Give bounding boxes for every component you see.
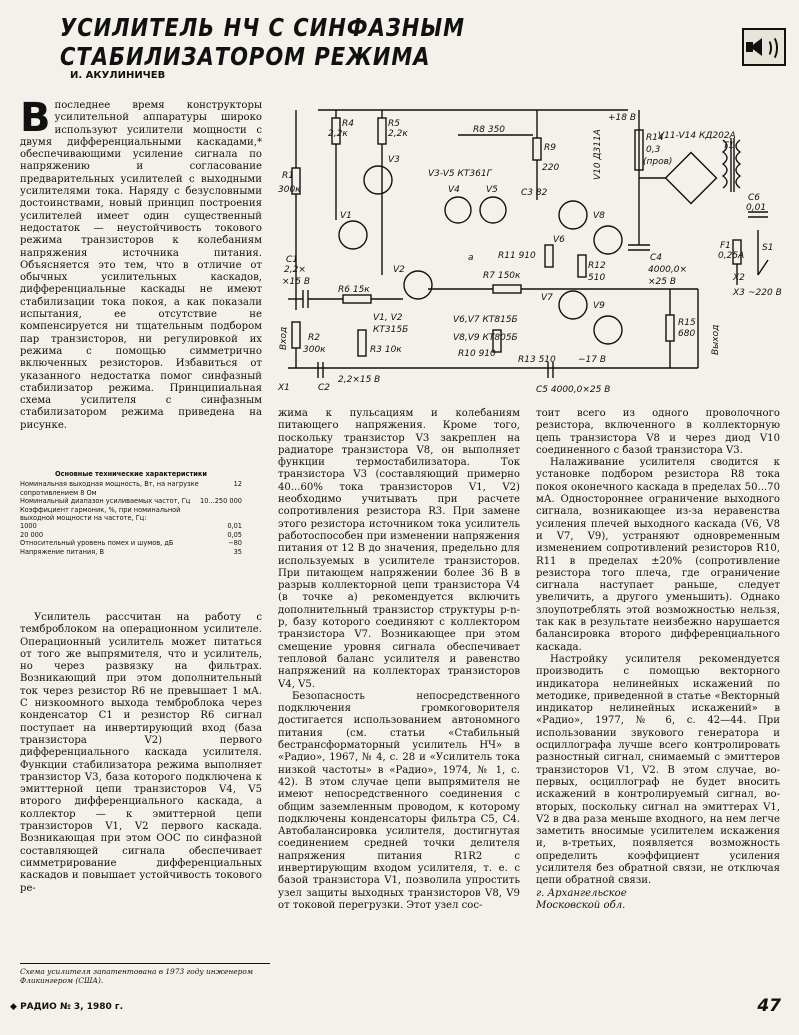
label-v5: V5 [486, 185, 498, 195]
circuit-schematic [278, 100, 788, 400]
specs-value: 0,01 [227, 522, 242, 531]
footer-text: РАДИО № 3, 1980 г. [20, 1002, 124, 1012]
page-number: 47 [757, 996, 781, 1016]
label-x1: X1 [278, 383, 290, 393]
label-c2: C2 [318, 383, 331, 393]
label-c2v: 2,2×15 В [338, 375, 381, 385]
paragraph: жима к пульсациям и колебаниям питающего напряжения. Кроме того, поскольку транзистор V3 закреплен на радиаторе транзистора V8, он выполняет функции термостабилизатора. Ток транзистора V3 (составляющий примерно 40...60% тока транзисторов V1, V2) необходимо учитывать при расчете сопротивления резистора R3. При замене этого резистора источником тока усилитель работоспособен при изменении напряжения питания от 12 В до значения, предельно для используемых в усилителе транзисторов. При питающем напряжении более 36 В в разрыв коллекторной цепи транзистора V4 (в точке а) рекомендуется включить дополнительный транзистор структуры p-n-p, базу которого соединяют с коллектором транзистора V7. Возникающее при этом смещение уровня сигнала обеспечивает тепловой баланс усилителя и равенство напряжений на коллекторах транзисторов V4, V5. [278, 408, 520, 690]
label-vhod: Вход [279, 326, 289, 350]
specs-value: −80 [228, 539, 242, 548]
label-v8: V8 [593, 211, 605, 221]
label-r2: R2 [308, 333, 320, 343]
label-minus17: −17 В [578, 355, 607, 365]
label-c6v: 0,01 [746, 203, 767, 213]
label-c1: C1 [286, 255, 299, 265]
label-v10: V10 Д311А [593, 129, 603, 180]
label-r13: R13 510 [518, 355, 556, 365]
label-r12v: 510 [588, 273, 606, 283]
drop-cap: В [20, 95, 51, 141]
label-v89: V8,V9 КТ805Б [453, 333, 518, 343]
specs-row [20, 480, 242, 497]
label-c5: C5 4000,0×25 В [536, 385, 611, 395]
label-x3: X3 [733, 288, 745, 298]
column-3 [536, 408, 780, 912]
specs-label: 1000 [20, 522, 37, 531]
label-v12t: КТ315Б [373, 325, 409, 335]
specs-value: 0,05 [227, 530, 242, 539]
label-r7: R7 150к [483, 271, 521, 281]
specs-row [20, 539, 242, 547]
label-r14n: (пров) [643, 157, 673, 167]
label-c3: C3 82 [521, 188, 548, 198]
label-c4v: 4000,0× [648, 265, 688, 275]
label-v220: ~220 В [748, 288, 782, 298]
label-r10: R10 910 [458, 349, 496, 359]
col1-body-text: Усилитель рассчитан на работу с темброблоком на операционном усилителе. Операционный усилитель может питаться от того же выпрямителя, что и усилитель, но через развязку на фильтрах. Возникающий при этом дополнительный ток через резистор R6 не превышает 1 мА. С низкоомного выхода темброблока через конденсатор C1 и резистор R6 сигнал поступает на инвертирующий вход (база транзистора V2) первого дифференциального каскада усилителя. Функции стабилизатора режима выполняет транзистор V3, база которого подключена к эмиттерной цепи транзисторов V4, V5 второго дифференциального каскада, а коллектор — к эмиттерной цепи транзисторов V1, V2 первого каскада. Возникающая при этом ООС по синфазной составляющей сигнала обеспечивает симметрирование дифференциальных каскадов и повышает устойчивость токового ре- [20, 612, 262, 894]
author-name: И. АКУЛИНИЧЕВ [70, 70, 166, 81]
label-v6: V6 [553, 235, 565, 245]
specs-label: Коэффициент гармоник, %, при номинальной выходной мощности на частоте, Гц: [20, 505, 181, 523]
label-r9: R9 [544, 143, 556, 153]
specs-label: Относительный уровень помех и шумов, дБ [20, 539, 174, 548]
column-2 [278, 408, 520, 912]
specs-row [20, 531, 242, 539]
label-v1: V1 [340, 211, 352, 221]
label-a: a [468, 253, 474, 263]
column-1-intro [20, 95, 262, 432]
specs-label: Напряжение питания, В [20, 547, 104, 556]
column-1-body [20, 612, 262, 895]
label-r15v: 680 [678, 329, 696, 339]
specs-row [20, 548, 242, 556]
specs-value: 12 [233, 480, 242, 489]
label-r4: R4 [342, 119, 354, 129]
label-r1: R1 [282, 171, 294, 181]
specs-table [20, 470, 242, 556]
label-r14v: 0,3 [646, 145, 661, 155]
label-r15: R15 [678, 318, 696, 328]
label-c4: C4 [650, 253, 663, 263]
label-r9v: 220 [542, 163, 560, 173]
label-r5: R5 [388, 119, 400, 129]
label-c6: C6 [748, 193, 761, 203]
specs-value: 10...250 000 [200, 497, 242, 506]
label-v67: V6,V7 КТ815Б [453, 315, 518, 325]
specs-label: 20 000 [20, 530, 44, 539]
label-v4: V4 [448, 185, 460, 195]
paragraph: Безопасность непосредственного подключения громкоговорителя достигается использованием автономного питания (см. статьи «Стабильный бестрансформаторный усилитель НЧ» в «Радио», 1967, № 4, с. 28 и «Усилитель тока низкой частоты» в «Радио», 1974, № 1, с. 42). В этом случае цепи выпрямителя не имеют непосредственного соединения с общим заземленным проводом, к которому подключены конденсаторы фильтра C5, C4. Автобалансировка усилителя, достигнутая соединением средней точки делителя напряжения питания R1R2 с инвертирующим входом усилителя, т. е. с базой транзистора V1, позволила упростить узел защиты выходных транзисторов V8, V9 от токовой перегрузки. Этот узел сос- [278, 690, 520, 911]
article-title: УСИЛИТЕЛЬ НЧ С СИНФАЗНЫМ СТАБИЛИЗАТОРОМ РЕЖИМА [60, 13, 465, 71]
label-r1v: 300к [278, 185, 301, 195]
label-r3: R3 10к [370, 345, 402, 355]
label-r14: R14 [646, 133, 664, 143]
paragraph: Настройку усилителя рекомендуется производить с помощью векторного индикатора нелинейных искажений по методике, приведенной в статье «Векторный индикатор нелинейных искажений» в «Радио», 1977, № 6, с. 42—44. При использовании звукового генератора и осциллографа лучше всего контролировать разностный сигнал, снимаемый с эмиттеров транзисторов V1, V2. В этом случае, во-первых, осциллограф не будет вносить искажений в контролируемый сигнал, во-вторых, поскольку сигнал на эмиттерах V1, V2 в два раза меньше входного, на нем легче заметить вносимые усилителем искажения и, в-третьих, появляется возможность определить коэффициент усиления усилителя без обратной связи, не отключая цепи обратной связи. [536, 653, 780, 887]
signature-region: Московской обл. [536, 899, 626, 911]
paragraph: Налаживание усилителя сводится к установке подбором резистора R8 тока покоя оконечного каскада в пределах 50...70 мА. Одностороннее ограничение выходного сигнала, возникающее из-за неравенства усиления плечей выходного каскада (V6, V8 и V7, V9), устраняют одновременным изменением сопротивлений резисторов R10, R11 в пределах ±20% (сопротивление резистора того плеча, где ограничение сигнала наступает раньше, следует увеличить, а другого уменьшить). Однако злоупотреблять этой возможностью нельзя, так как в результате неизбежно нарушается балансировка второго дифференциального каскада. [536, 457, 780, 653]
label-r6: R6 15к [338, 285, 370, 295]
specs-row [20, 497, 242, 505]
signature-city: г. Архангельское [536, 887, 627, 899]
specs-row [20, 522, 242, 530]
specs-label: Номинальный диапазон усиливаемых частот, Гц [20, 497, 191, 506]
label-plus18: +18 В [608, 113, 637, 123]
label-r12: R12 [588, 261, 606, 271]
label-v11: V11-V14 КД202А [658, 131, 736, 141]
label-r2v: 300к [303, 345, 326, 355]
label-v3: V3 [388, 155, 400, 165]
label-v12: V1, V2 [373, 313, 403, 323]
label-v7: V7 [541, 293, 553, 303]
label-v35: V3-V5 КТ361Г [428, 169, 492, 179]
label-c4u: ×25 В [648, 277, 677, 287]
intro-text: последнее время конструкторы усилительной аппаратуры широко используют усилители мощности с двумя дифференциальными каскадами,* обеспечивающими усиление сигнала по напряжению и согласование предварительных усилителей с выходными усилителями тока. Наряду с безусловными достоинствами, новый принцип построения усилителей имеет один существенный недостаток — неустойчивость токового режима транзисторов к колебаниям напряжения источника питания. Объясняется это тем, что в отличие от обычных усилительных каскадов, дифференциальные каскады не имеют стабилизации тока покоя, а как показали испытания, ее отсутствие не компенсируется ни тщательным подбором пар транзисторов, ни регулировкой их режима с помощью симметрично включенных резисторов. Избавиться от указанного недостатка помог синфазный стабилизатор режима. Принципиальная схема усилителя с синфазным стабилизатором режима приведена на рисунке. [20, 100, 262, 431]
specs-label: Номинальная выходная мощность, Вт, на нагрузке сопротивлением 8 Ом [20, 480, 199, 497]
speaker-icon [742, 28, 786, 66]
specs-value: 35 [233, 547, 242, 556]
label-v2: V2 [393, 265, 405, 275]
label-r5v: 2,2к [388, 129, 408, 139]
label-vyhod: Выход [711, 324, 721, 355]
label-r4v: 2,2к [328, 129, 348, 139]
label-c1v: 2,2× [284, 265, 306, 275]
label-x2: X2 [733, 273, 745, 283]
label-r8: R8 350 [473, 125, 506, 135]
label-r11: R11 910 [498, 251, 536, 261]
label-s1: S1 [762, 243, 774, 253]
specs-header: Основные технические характеристики [55, 470, 207, 478]
label-f1v: 0,25А [718, 251, 745, 261]
footer-issue: ◆ РАДИО № 3, 1980 г. [10, 1002, 124, 1012]
footnote: Схема усилителя запатентована в 1973 году инженером Фликингером (США). [20, 963, 270, 985]
specs-row [20, 506, 242, 523]
label-f1: F1 [720, 241, 731, 251]
label-t1: T1 [723, 141, 735, 151]
paragraph: тоит всего из одного проволочного резистора, включенного в коллекторную цепь транзистора V8 и через диод V10 соединенного с базой транзистора V3. [536, 408, 780, 456]
specs-value [202, 506, 242, 523]
label-c1u: ×15 В [282, 277, 311, 287]
label-v9: V9 [593, 301, 605, 311]
